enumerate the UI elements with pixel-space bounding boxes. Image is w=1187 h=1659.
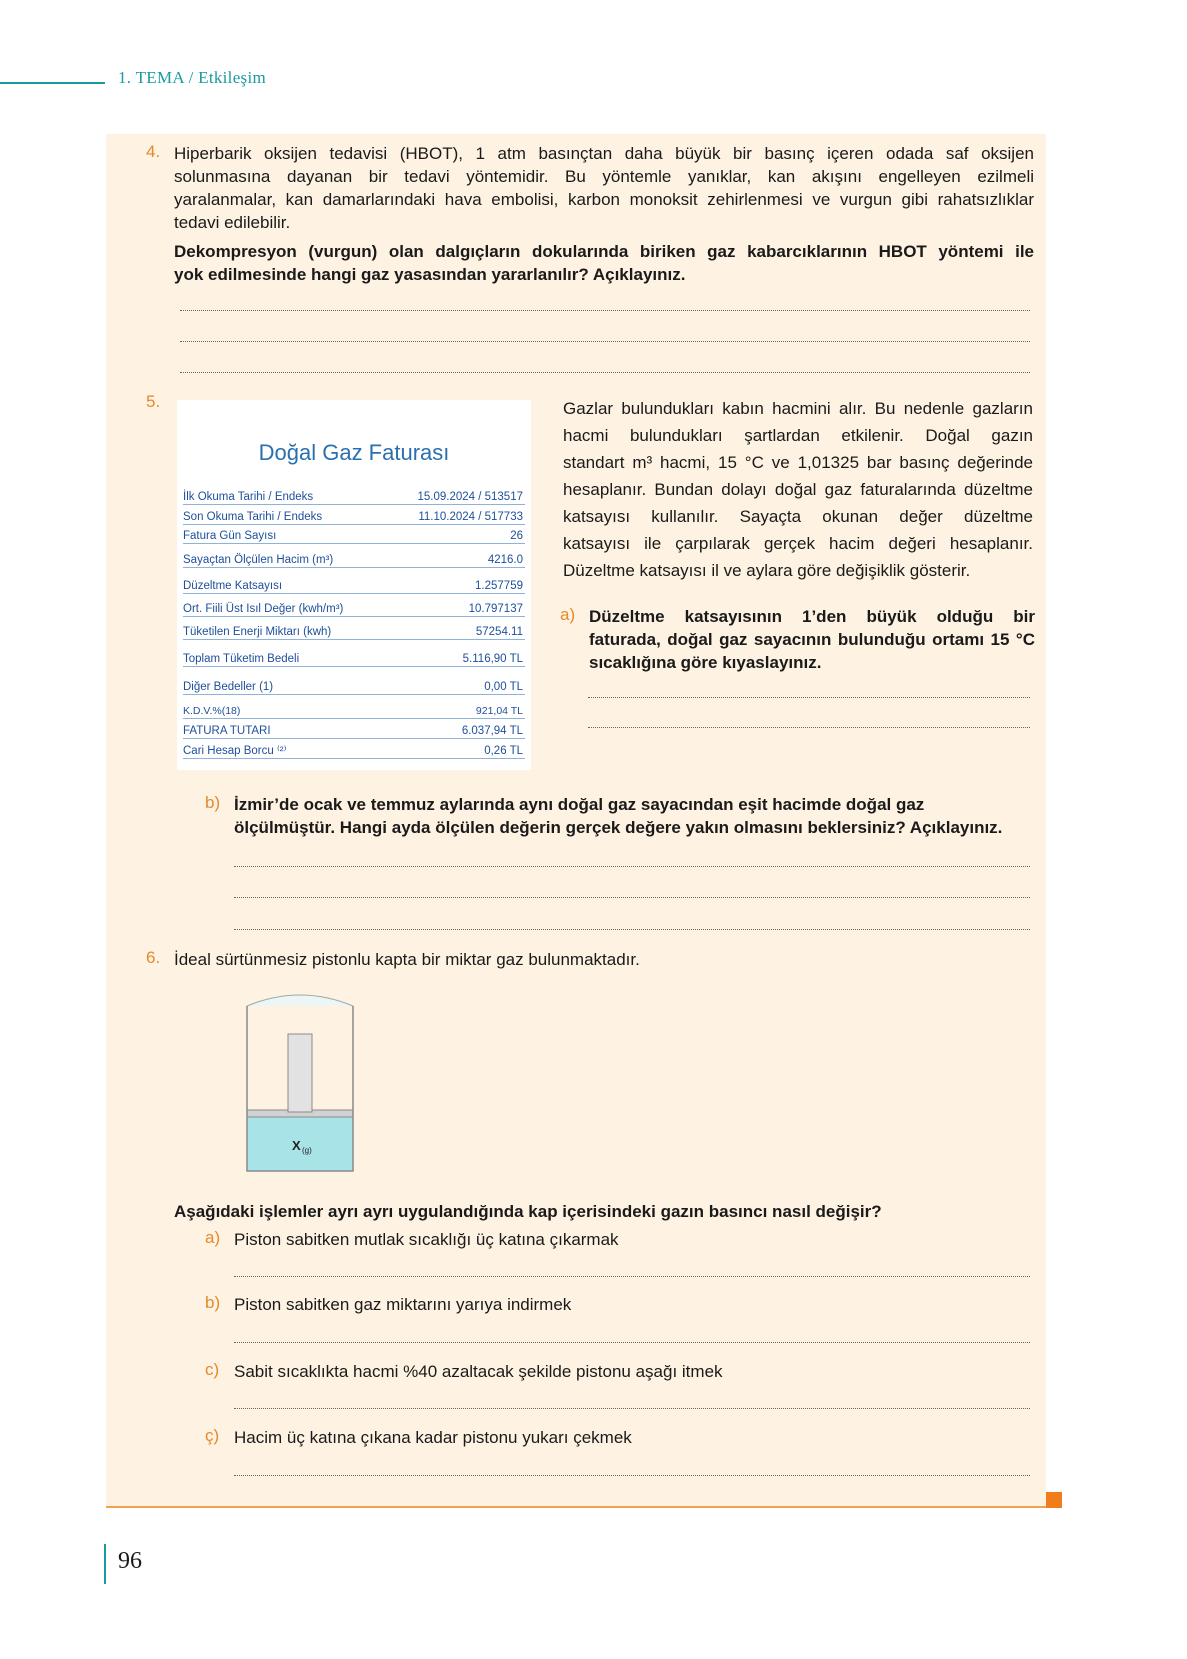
q6-text: İdeal sürtünmesiz pistonlu kapta bir miktar gaz bulunmaktadır. [174, 950, 640, 969]
invoice-value: 10.797137 [468, 603, 523, 615]
q6b-letter: b) [205, 1293, 221, 1312]
q4-text [174, 142, 1034, 234]
invoice-label: Toplam Tüketim Bedeli [183, 653, 300, 665]
q4-number: 4. [146, 142, 161, 161]
answer-line[interactable] [234, 929, 1030, 930]
q5a-line: faturada, doğal gaz sayacının bulunduğu ortamı 15 °C [589, 630, 1035, 649]
q5a-line: Düzeltme katsayısının 1’den büyük olduğu bir [589, 607, 1035, 626]
invoice-label: FATURA TUTARI [183, 725, 271, 737]
q4-line: solunmasına dayanan bir tedavi yöntemidir. Bu yöntemle yanıklar, kan akışını engelleyen ezilmeli [174, 167, 1034, 186]
invoice-value: 57254.11 [475, 626, 523, 638]
invoice-label: Sayaçtan Ölçülen Hacim (m³) [183, 554, 334, 566]
invoice-label: Tüketilen Enerji Miktarı (kwh) [183, 626, 332, 638]
q5b-letter: b) [205, 793, 221, 812]
q5-intro [563, 395, 1033, 584]
invoice-row [183, 486, 525, 505]
page-number: 96 [118, 1548, 142, 1574]
invoice-value: 4216.0 [487, 554, 523, 566]
q5-line: Gazlar bulundukları kabın hacmini alır. Bu nedenle gazların [563, 399, 1033, 418]
invoice-row [183, 674, 525, 695]
chapter-title: 1. TEMA / Etkileşim [118, 68, 267, 87]
gas-invoice [177, 400, 531, 770]
invoice-value: 0,26 TL [484, 745, 523, 757]
q4-question-line: yok edilmesinde hangi gaz yasasından yararlanılır? Açıklayınız. [174, 265, 686, 284]
q5a-question [589, 605, 1035, 674]
invoice-row [183, 525, 525, 544]
q5b-line: İzmir’de ocak ve temmuz aylarında aynı doğal gaz sayacından eşit hacimde doğal gaz [234, 795, 925, 814]
invoice-label: İlk Okuma Tarihi / Endeks [183, 491, 314, 503]
q5a-letter: a) [560, 605, 576, 624]
answer-line[interactable] [234, 1342, 1030, 1343]
invoice-value: 6.037,94 TL [461, 725, 523, 737]
q5-line: katsayısı ile çarpılarak gerçek hacim değeri hesaplanır. [563, 534, 1033, 553]
q6d-letter: ç) [205, 1426, 220, 1445]
piston-container-diagram [240, 982, 360, 1182]
invoice-row [183, 575, 525, 594]
invoice-label: K.D.V.%(18) [183, 705, 241, 717]
piston-rod [288, 1034, 312, 1112]
invoice-value: 15.09.2024 / 513517 [417, 491, 523, 503]
invoice-value: 1.257759 [475, 580, 523, 592]
q5-line: katsayısı kullanılır. Sayaçta okunan değer düzeltme [563, 507, 1033, 526]
invoice-row [183, 621, 525, 640]
q6a-letter: a) [205, 1228, 221, 1247]
q6-number: 6. [146, 948, 161, 967]
q5-number: 5. [146, 392, 161, 411]
q6c-text: Sabit sıcaklıkta hacmi %40 azaltacak şekilde pistonu aşağı itmek [234, 1362, 723, 1381]
invoice-label: Ort. Fiili Üst Isıl Değer (kwh/m³) [183, 603, 344, 615]
q4-line: yaralanmalar, kan damarlarındaki hava embolisi, karbon monoksit zehirlenmesi ve vurgun gibi rahatsızlıklar [174, 190, 1034, 209]
q5-line: hesaplanır. Bundan dolayı doğal gaz faturalarında düzeltme [563, 480, 1033, 499]
q4-line: Hiperbarik oksijen tedavisi (HBOT), 1 atm basınçtan daha büyük bir basınç içeren odada saf oksijen [174, 144, 1034, 163]
invoice-title: Doğal Gaz Faturası [258, 440, 450, 465]
invoice-row [183, 646, 525, 667]
answer-line[interactable] [234, 897, 1030, 898]
answer-line[interactable] [180, 310, 1030, 311]
answer-line[interactable] [234, 1276, 1030, 1277]
answer-line[interactable] [588, 727, 1030, 728]
q4-question [174, 240, 1034, 286]
q6c-letter: c) [205, 1360, 220, 1379]
q6b-text: Piston sabitken gaz miktarını yarıya indirmek [234, 1295, 572, 1314]
answer-line[interactable] [234, 1408, 1030, 1409]
q5b-line: ölçülmüştür. Hangi ayda ölçülen değerin gerçek değere yakın olmasını beklersiniz? Açıklayınız. [234, 818, 1003, 837]
q5-line: hacmi bulundukları şartlardan etkilenir. Doğal gazın [563, 426, 1033, 445]
container-rim [247, 995, 353, 1006]
q5a-line: sıcaklığına göre kıyaslayınız. [589, 653, 822, 672]
answer-line[interactable] [180, 372, 1030, 373]
panel-bottom-rule [106, 1506, 1046, 1508]
answer-line[interactable] [234, 866, 1030, 867]
invoice-value: 921,04 TL [475, 705, 523, 717]
invoice-row [183, 506, 525, 525]
invoice-value: 11.10.2024 / 517733 [418, 511, 523, 523]
invoice-row [183, 700, 525, 719]
answer-line[interactable] [234, 1475, 1030, 1476]
q6-question: Aşağıdaki işlemler ayrı ayrı uygulandığında kap içerisindeki gazın basıncı nasıl değişir? [174, 1202, 882, 1221]
page-number-bar [104, 1544, 106, 1584]
gas-label: X [292, 1138, 301, 1153]
gas-label-sub: (g) [302, 1146, 312, 1155]
invoice-value: 0,00 TL [484, 681, 523, 693]
q6d-text: Hacim üç katına çıkana kadar pistonu yukarı çekmek [234, 1428, 632, 1447]
q5-line: Düzeltme katsayısı il ve aylara göre değişiklik gösterir. [563, 561, 971, 580]
answer-line[interactable] [180, 341, 1030, 342]
q6a-text: Piston sabitken mutlak sıcaklığı üç katına çıkarmak [234, 1230, 619, 1249]
invoice-label: Son Okuma Tarihi / Endeks [183, 511, 323, 523]
invoice-label: Fatura Gün Sayısı [183, 530, 277, 542]
corner-marker [1046, 1492, 1062, 1508]
header-rule [0, 82, 105, 84]
invoice-row [183, 547, 525, 568]
invoice-label: Diğer Bedeller (1) [183, 681, 274, 693]
invoice-value: 26 [510, 530, 523, 542]
invoice-row [183, 598, 525, 617]
q5-line: standart m³ hacmi, 15 °C ve 1,01325 bar basınç değerinde [563, 453, 1033, 472]
answer-line[interactable] [588, 697, 1030, 698]
q4-question-line: Dekompresyon (vurgun) olan dalgıçların dokularında biriken gaz kabarcıklarının HBOT yöntemi ile [174, 242, 1034, 261]
invoice-label: Cari Hesap Borcu ⁽²⁾ [183, 745, 287, 757]
invoice-row [183, 720, 525, 739]
q4-line: tedavi edilebilir. [174, 213, 291, 232]
q5b-question [234, 793, 1034, 839]
invoice-label: Düzeltme Katsayısı [183, 580, 283, 592]
invoice-row [183, 740, 525, 759]
invoice-value: 5.116,90 TL [462, 653, 523, 665]
